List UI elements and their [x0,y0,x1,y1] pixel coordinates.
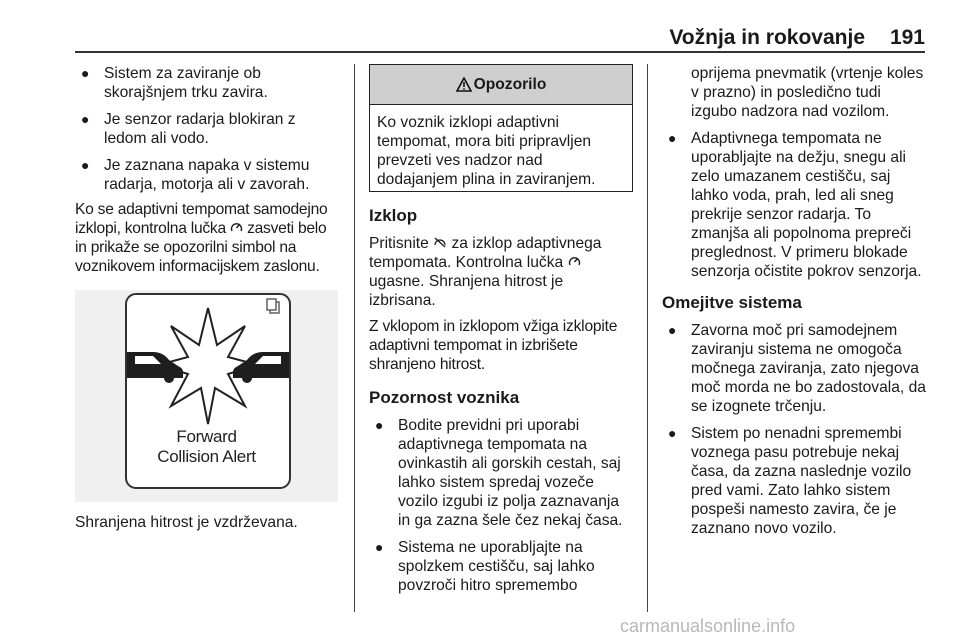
watermark: carmanualsonline.info [620,616,796,636]
list-item: ● Bodite previdni pri uporabi adaptivnega tempomata na ovinkastih ali gorskih cestah, saj lahko sistem spredaj vozeče vozilo izgubi iz polja zaznavanja in ga zazna šele čez nekaj časa. [375,417,623,529]
warning-text: Ko voznik izklopi adaptivni tempomat, mora biti pripravljen prevzeti ves nadzor nad dodajanjem plina in zaviranjem. [377,114,596,188]
warning-box [369,64,633,192]
section-heading-pozornost: Pozornost voznika [369,388,520,407]
warning-header [370,65,632,105]
column-divider-1 [354,64,355,612]
bullet-list [369,416,633,595]
bullet-list [662,321,926,538]
column-2 [369,64,633,603]
section-heading-izklop: Izklop [369,206,418,225]
column-3 [662,64,926,546]
list-item: ● Sistem po nenadni spremembi voznega pasu potrebuje nekaj časa, da zazna naslednje vozilo pred vami. Zato lahko sistem pospeši namesto zavira, če je zaznano novo vozilo. [668,425,912,537]
bullet-list [662,129,926,281]
column-1 [75,64,339,539]
list-item: ● Zavorna moč pri samodejnem zaviranju sistema ne omogoča močnega zaviranja, zato njegova moč morda ne bo zadostovala, da se izognete trčenju. [668,322,926,415]
figure-label-line2: Collision Alert [157,447,256,466]
collision-alert-illustration [75,290,338,502]
list-item: ● Sistem za zaviranje ob skorajšnjem trku zavira. [81,65,268,101]
list-item: ● Je zaznana napaka v sistemu radarja, motorja ali v zavorah. [81,157,310,193]
header-rule [75,51,925,53]
warning-title: Opozorilo [473,76,547,93]
page-number: 191 [889,26,925,49]
forward-collision-alert-figure [75,290,338,502]
cruise-control-indicator-icon [568,255,581,268]
list-item: ● Adaptivnega tempomata ne uporabljajte na dežju, snegu ali zelo umazanem cestišču, saj lahko voda, prah, led ali sneg prekrije senzor radarja. To zmanjša ali popolnoma prepreči preglednost. V primeru blokade senzorja očistite pokrov senzorja. [668,130,922,280]
figure-caption: Shranjena hitrost je vzdrževana. [75,514,298,531]
section-heading-omejitve: Omejitve sistema [662,293,802,312]
paragraph: Ko se adaptivni tempomat samodejno izklopi, kontrolna lučka zasveti belo in prikaže se opozorilni simbol na voznikovem informacijskem zaslonu. [75,201,328,275]
warning-triangle-icon [456,77,472,92]
figure-label-line1: Forward [176,427,237,446]
cruise-control-indicator-icon [230,221,243,234]
continued-text: oprijema pnevmatik (vrtenje koles v prazno) in posledično tudi izgubo nadzora nad vozilom. [691,65,924,120]
page-header [75,26,925,52]
column-divider-2 [647,64,648,612]
paragraph: Z vklopom in izklopom vžiga izklopite adaptivni tempomat in izbrišete shranjeno hitrost. [369,318,618,373]
list-item: ● Sistema ne uporabljajte na spolzkem cestišču, saj lahko povzroči hitro spremembo [375,539,595,594]
list-item: ● Je senzor radarja blokiran z ledom ali vodo. [81,111,296,147]
cancel-cruise-icon [433,236,447,249]
chapter-title: Vožnja in rokovanje [669,26,865,49]
paragraph: Pritisnite za izklop adaptivnega tempomata. Kontrolna lučka ugasne. Shranjena hitrost je izbrisana. [369,235,602,309]
bullet-list [75,64,339,194]
